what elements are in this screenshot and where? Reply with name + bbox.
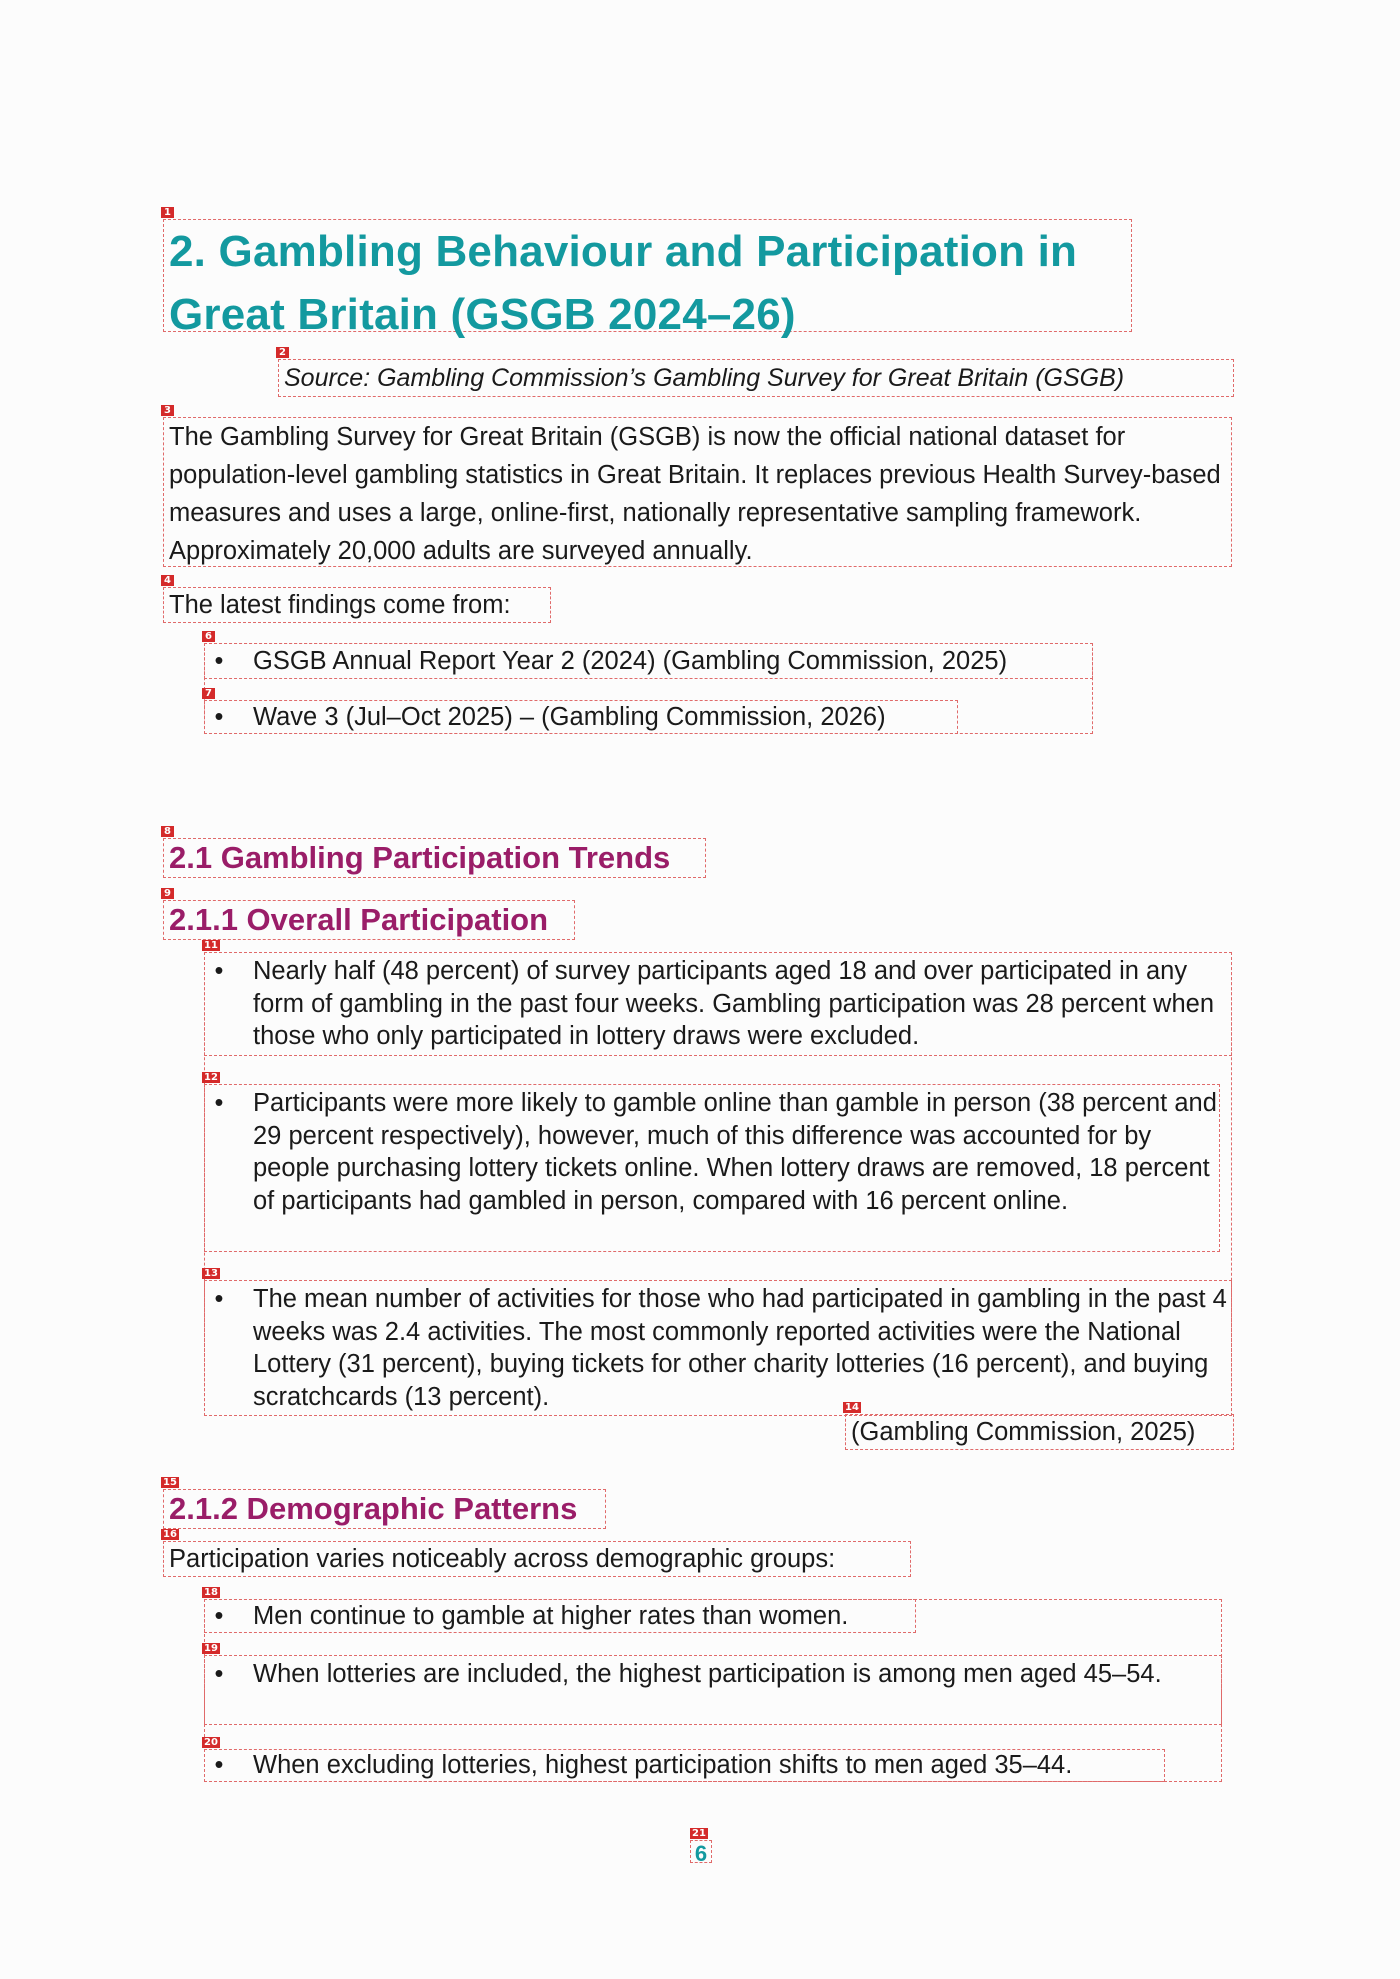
- region-heading-2-1-1: [163, 888, 575, 940]
- findings-lead: The latest findings come from:: [169, 591, 511, 619]
- region-tag: 8: [161, 826, 174, 837]
- subsection-heading: 2.1.1 Overall Participation: [169, 902, 549, 937]
- bullet-icon: •: [214, 1660, 224, 1688]
- list-item-text: GSGB Annual Report Year 2 (2024) (Gambling Commission, 2025): [253, 647, 1008, 675]
- region-intro: [163, 405, 1232, 567]
- region-tag: 7: [202, 688, 215, 699]
- list-item: [205, 1281, 1231, 1413]
- region-tag: 14: [845, 1402, 859, 1413]
- list-item: [205, 1085, 1219, 1217]
- region-heading-2-1-2: [163, 1477, 606, 1529]
- region-findings-lead: [163, 575, 551, 623]
- region-tag: 13: [204, 1268, 218, 1279]
- region-demographic-lead: [163, 1529, 911, 1577]
- region-overall-1: [204, 940, 1232, 1056]
- list-item: [205, 953, 1231, 1053]
- list-item-text: Men continue to gamble at higher rates than women.: [253, 1602, 849, 1630]
- region-page-number: [690, 1828, 712, 1866]
- list-item: [205, 1600, 915, 1632]
- region-tag: 21: [692, 1828, 706, 1839]
- demographic-lead: Participation varies noticeably across demographic groups:: [169, 1545, 836, 1573]
- region-overall-2: [204, 1072, 1220, 1252]
- intro-paragraph: The Gambling Survey for Great Britain (GSGB) is now the official national dataset for population-level gambling statistics in Great Britain. It replaces previous Health Survey-based measures and uses a large, online-first, nationally representative sampling framework. Approximately 20,000 adults are surveyed annually.: [169, 423, 1221, 565]
- region-citation: [845, 1402, 1234, 1450]
- list-item: [205, 701, 957, 733]
- region-tag: 12: [204, 1072, 218, 1083]
- region-tag: 9: [161, 888, 174, 899]
- region-tag: 16: [163, 1529, 177, 1540]
- region-demographic-3: [204, 1737, 1165, 1782]
- region-finding-1: [204, 631, 1093, 679]
- list-item: [205, 1656, 1221, 1693]
- region-tag: 11: [204, 940, 218, 951]
- section-heading: 2.1 Gambling Participation Trends: [169, 840, 671, 875]
- region-tag: 4: [161, 575, 174, 586]
- list-item-text: The mean number of activities for those who had participated in gambling in the past 4 weeks was 2.4 activities. The most commonly reported activities were the National Lottery (31 percent), buying tickets for other charity lotteries (16 percent), and buying scratchcards (13 percent).: [253, 1285, 1227, 1411]
- citation: (Gambling Commission, 2025): [851, 1418, 1196, 1446]
- bullet-icon: •: [214, 703, 224, 731]
- region-demographic-1: [204, 1587, 916, 1633]
- list-item-text: Nearly half (48 percent) of survey participants aged 18 and over participated in any form of gambling in the past four weeks. Gambling participation was 28 percent when those who only participated in lottery draws were excluded.: [253, 957, 1215, 1050]
- region-tag: 15: [163, 1477, 177, 1488]
- region-overall-3: [204, 1268, 1232, 1416]
- region-tag: 1: [161, 207, 174, 218]
- bullet-icon: •: [214, 647, 224, 675]
- bullet-icon: •: [214, 1751, 224, 1779]
- region-finding-2: [204, 688, 958, 734]
- list-item-text: Wave 3 (Jul–Oct 2025) – (Gambling Commission, 2026): [253, 703, 886, 731]
- page-title: 2. Gambling Behaviour and Participation in Great Britain (GSGB 2024–26): [169, 227, 1078, 339]
- bullet-icon: •: [214, 1089, 224, 1117]
- region-heading-2-1: [163, 826, 706, 878]
- bullet-icon: •: [214, 1602, 224, 1630]
- source-line: Source: Gambling Commission’s Gambling Survey for Great Britain (GSGB): [284, 364, 1125, 392]
- region-tag: 6: [202, 631, 215, 642]
- region-heading-1: [163, 207, 1132, 339]
- region-tag: 3: [161, 405, 174, 416]
- bullet-icon: •: [214, 1285, 224, 1313]
- region-tag: 19: [204, 1643, 218, 1654]
- list-item: [205, 1750, 1164, 1781]
- region-demographic-2: [204, 1643, 1222, 1725]
- subsection-heading: 2.1.2 Demographic Patterns: [169, 1491, 578, 1526]
- list-item-text: Participants were more likely to gamble online than gamble in person (38 percent and 29 percent respectively), however, much of this difference was accounted for by people purchasing lottery tickets online. When lottery draws are removed, 18 percent of participants had gambled in person, compared with 16 percent online.: [253, 1089, 1217, 1215]
- list-item-text: When excluding lotteries, highest participation shifts to men aged 35–44.: [253, 1751, 1073, 1779]
- region-tag: 18: [204, 1587, 218, 1598]
- page-number: 6: [694, 1841, 708, 1866]
- region-tag: 20: [204, 1737, 218, 1748]
- region-source: [278, 347, 1234, 397]
- bullet-icon: •: [214, 957, 224, 985]
- list-item-text: When lotteries are included, the highest participation is among men aged 45–54.: [253, 1660, 1162, 1688]
- list-item: [205, 644, 1092, 678]
- region-tag: 2: [276, 347, 289, 358]
